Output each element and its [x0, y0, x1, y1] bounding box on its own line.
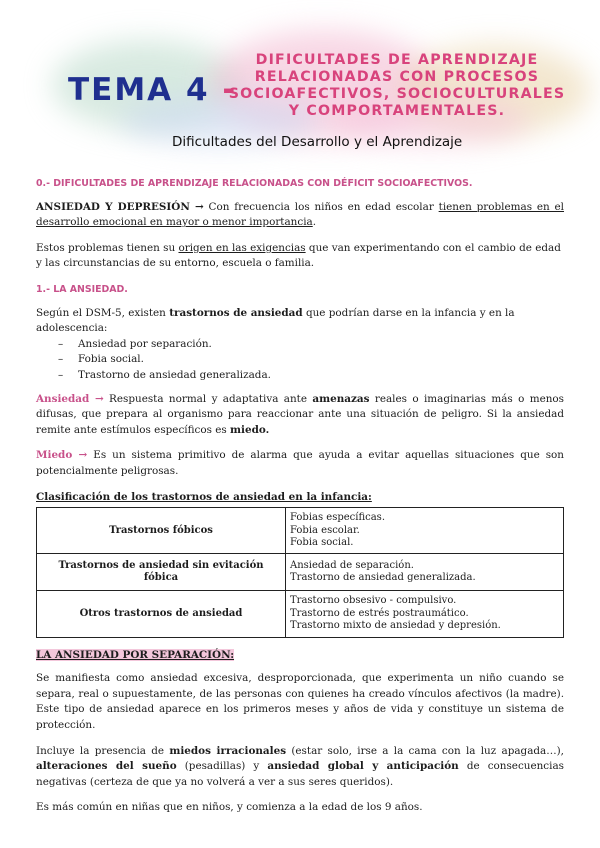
table-category: Trastornos fóbicos [37, 508, 286, 554]
separacion-heading: LA ANSIEDAD POR SEPARACIÓN: [36, 648, 235, 661]
anxiety-classification-table [36, 507, 564, 637]
paragraph-separacion-3: Es más común en niñas que en niños, y comienza a la edad de los 9 años. [36, 801, 423, 814]
page-title: DIFICULTADES DE APRENDIZAJE RELACIONADAS CON PROCESOS SOCIOAFECTIVOS, SOCIOCULTURALES Y COMPORTAMENTALES. [228, 52, 566, 119]
table-category: Otros trastornos de ansiedad [37, 591, 286, 637]
paragraph-dsm5: Según el DSM-5, existen trastornos de ansiedad que podrían darse en la infancia y en la adolescencia: [36, 306, 515, 335]
section-0-heading: 0.- DIFICULTADES DE APRENDIZAJE RELACIONADAS CON DÉFICIT SOCIOAFECTIVOS. [36, 178, 473, 189]
paragraph-separacion-2: Incluye la presencia de miedos irracionales (estar solo, irse a la cama con la luz apagada…), alteraciones del sueño (pesadillas) y ansiedad global y anticipación de consecuencias negativas (certeza de que ya no volverá a ver a sus seres queridos). [36, 744, 564, 788]
paragraph-miedo-definition: Miedo → Es un sistema primitivo de alarma que ayuda a evitar aquellas situaciones que son potencialmente peligrosas. [36, 449, 564, 477]
list-item: – Fobia social. [58, 352, 564, 368]
document-body [36, 176, 564, 816]
table-row [37, 554, 564, 591]
table-row [37, 508, 564, 554]
anxiety-types-list [36, 337, 564, 384]
paragraph-separacion-1: Se manifiesta como ansiedad excesiva, desproporcionada, que experimenta un niño cuando se separa, real o supuestamente, de las personas con quienes ha creado vínculos afectivos (la madre). Este tipo de ansiedad aparece en los primeros meses y años de vida y constituye un sistema de protección. [36, 672, 564, 731]
header-banner [0, 0, 600, 165]
table-items: Fobias específicas. Fobia escolar. Fobia social. [286, 508, 564, 554]
list-item: – Trastorno de ansiedad generalizada. [58, 368, 564, 384]
paragraph-origen: Estos problemas tienen su origen en las exigencias que van experimentando con el cambio de edad y las circunstancias de su entorno, escuela o familia. [36, 241, 561, 270]
page-subtitle: Dificultades del Desarrollo y el Aprendizaje [172, 134, 463, 150]
paragraph-ansiedad-depresion: ANSIEDAD Y DEPRESIÓN → Con frecuencia los niños en edad escolar tienen problemas en el desarrollo emocional en mayor o menor importancia. [36, 200, 565, 229]
table-category: Trastornos de ansiedad sin evitación fóbica [37, 554, 286, 591]
tema-label: TEMA 4 - [68, 72, 238, 108]
table-items: Ansiedad de separación. Trastorno de ansiedad generalizada. [286, 554, 564, 591]
paragraph-ansiedad-definition: Ansiedad → Respuesta normal y adaptativa ante amenazas reales o imaginarias más o menos difusas, que prepara al organismo para reaccionar ante una situación de peligro. Si la ansiedad remite ante estímulos específicos es miedo. [36, 392, 565, 436]
table-row [37, 591, 564, 637]
table-items: Trastorno obsesivo - compulsivo. Trastorno de estrés postraumático. Trastorno mixto de ansiedad y depresión. [286, 591, 564, 637]
list-item: – Ansiedad por separación. [58, 337, 564, 353]
section-1-heading: 1.- LA ANSIEDAD. [36, 283, 128, 295]
table-title: Clasificación de los trastornos de ansiedad en la infancia: [36, 490, 372, 503]
